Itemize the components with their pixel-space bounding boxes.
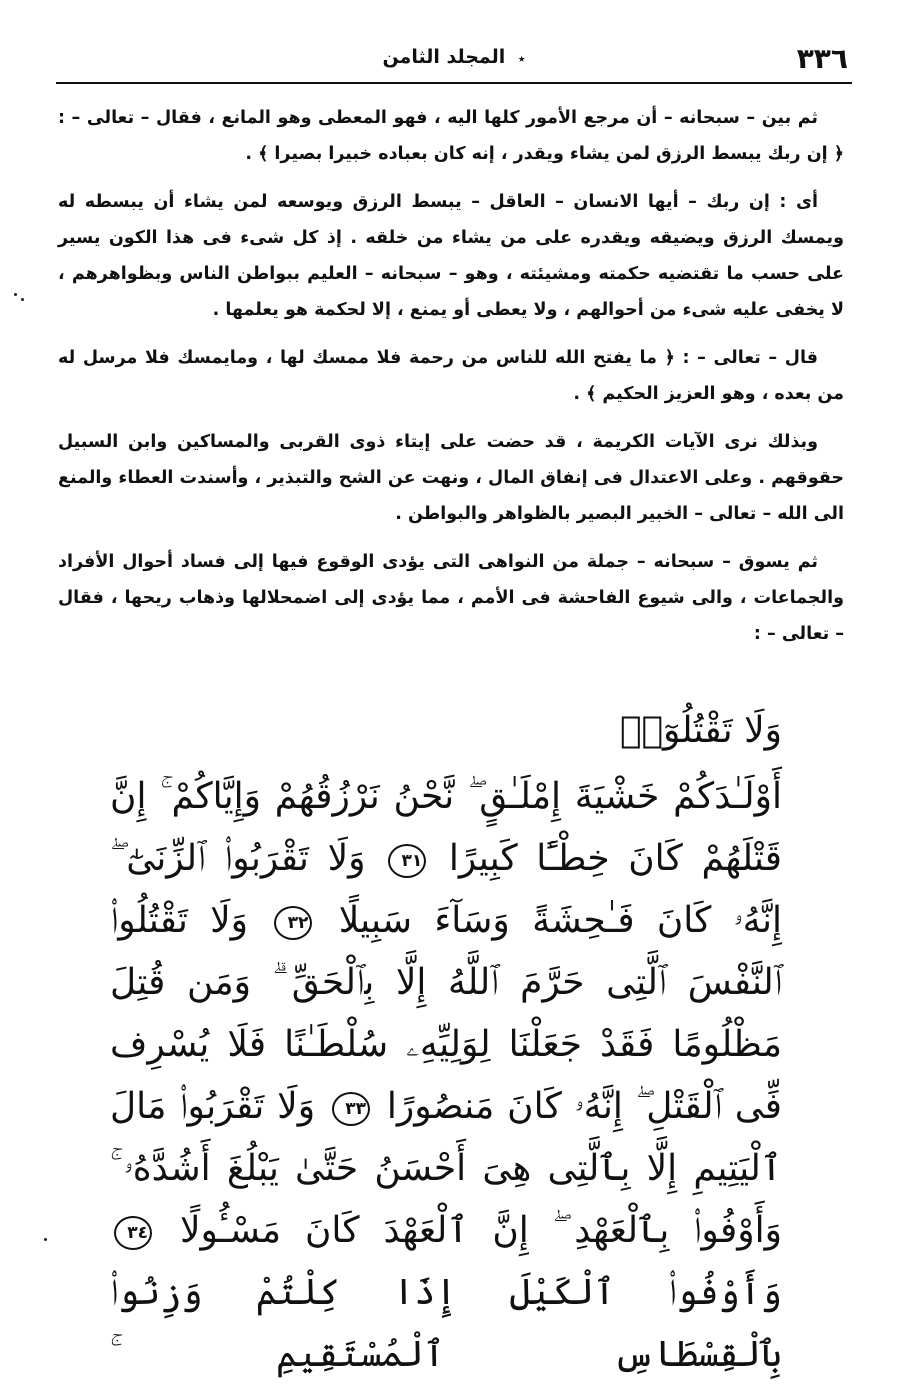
star-ornament: ٭ [517, 51, 526, 67]
running-head [382, 46, 525, 68]
ayah-number-marker: ٣٢ [274, 906, 312, 940]
page-number: ٣٣٦ [796, 42, 848, 75]
verse-segment: أَوْلَـٰدَكُمْ خَشْيَةَ إِمْلَـٰقٍ ۖ نَّحْنُ نَرْزُقُهُمْ وَإِيَّاكُمْ ۚ إِنَّ قَتْلَهُمْ كَانَ خِطْـًٔا كَبِيرًا [110, 776, 782, 879]
paragraph: ثم يسوق – سبحانه – جملة من النواهى التى يؤدى الوقوع فيها إلى فساد أحوال الأفراد والجماعات ، والى شيوع الفاحشة فى الأمم ، مما يؤدى إلى اضمحلالها وذهاب ريحها ، فقال – تعالى – : [58, 552, 844, 644]
ayah-number-marker: ٣٤ [114, 1216, 152, 1250]
verse-segment: وَلَا تَقْتُلُوا۟ ٱلنَّفْسَ ٱلَّتِى حَرَّمَ ٱللَّهُ إِلَّا بِٱلْحَقِّ ۗ وَمَن قُتِلَ مَظْلُومًا فَقَدْ جَعَلْنَا لِوَلِيِّهِۦ سُلْطَـٰنًا فَلَا يُسْرِف فِّى ٱلْقَتْلِ ۖ إِنَّهُۥ كَانَ مَنصُورًا [110, 900, 782, 1127]
paragraph: قال – تعالى – : ﴿ ما يفتح الله للناس من رحمة فلا ممسك لها ، ومايمسك فلا مرسل له من بعده ، وهو العزيز الحكيم ﴾ . [58, 348, 844, 404]
ayah-number-marker: ٣١ [388, 844, 426, 878]
scan-speck [44, 1238, 47, 1241]
verse-opening: وَلَا تَقْتُلُوٓا۟ [619, 710, 782, 751]
quran-verses [110, 700, 782, 1386]
commentary-text [58, 100, 844, 664]
verse-segment: وَلَا تَقْرَبُوا۟ مَالَ ٱلْيَتِيمِ إِلَّا بِٱلَّتِى هِىَ أَحْسَنُ حَتَّىٰ يَبْلُغَ أَشُدَّهُۥ ۚ وَأَوْفُوا۟ بِٱلْعَهْدِ ۖ إِنَّ ٱلْعَهْدَ كَانَ مَسْـُٔولًا [110, 1086, 782, 1251]
paragraph: أى : إن ربك – أيها الانسان – العاقل – يبسط الرزق ويوسعه لمن يشاء أن يبسطه له ويمسك الرزق ويضيقه ويقدره على من يشاء من خلقه . إذ كل شىء فى هذا الكون يسير على حسب ما تقتضيه حكمته ومشيئته ، وهو – سبحانه – العليم ببواطن الناس وبظواهرهم ، لا يخفى عليه شىء من أحوالهم ، ولا يعطى أو يمنع ، إلا لحكمة هو يعلمها . [58, 192, 844, 320]
paragraph: ثم بين – سبحانه – أن مرجع الأمور كلها اليه ، فهو المعطى وهو المانع ، فقال – تعالى – : ﴿ إن ربك يبسط الرزق لمن يشاء ويقدر ، إنه كان بعباده خبيرا بصيرا ﴾ . [58, 108, 844, 164]
scan-speck [14, 293, 17, 296]
running-head-title: المجلد الثامن [382, 46, 506, 68]
paragraph: وبذلك نرى الآيات الكريمة ، قد حضت على إيتاء ذوى القربى والمساكين وابن السبيل حقوقهم . وعلى الاعتدال فى إنفاق المال ، ونهت عن الشح والتبذير ، وأسندت العطاء والمنع الى الله – تعالى – الخبير البصير بالظواهر والبواطن . [58, 432, 844, 524]
ayah-number-marker: ٣٣ [332, 1092, 370, 1126]
verse-segment: وَأَوْفُوا۟ ٱلْكَيْلَ إِذَا كِلْتُمْ وَزِنُوا۟ بِٱلْقِسْطَاسِ ٱلْمُسْتَقِيمِ ۚ [110, 1272, 782, 1375]
page-header [56, 28, 852, 84]
scan-speck [21, 298, 24, 301]
verse-segment: وَلَا تَقْرَبُوا۟ ٱلزِّنَىٰٓ ۖ إِنَّهُۥ كَانَ فَـٰحِشَةً وَسَآءَ سَبِيلًا [110, 838, 782, 941]
